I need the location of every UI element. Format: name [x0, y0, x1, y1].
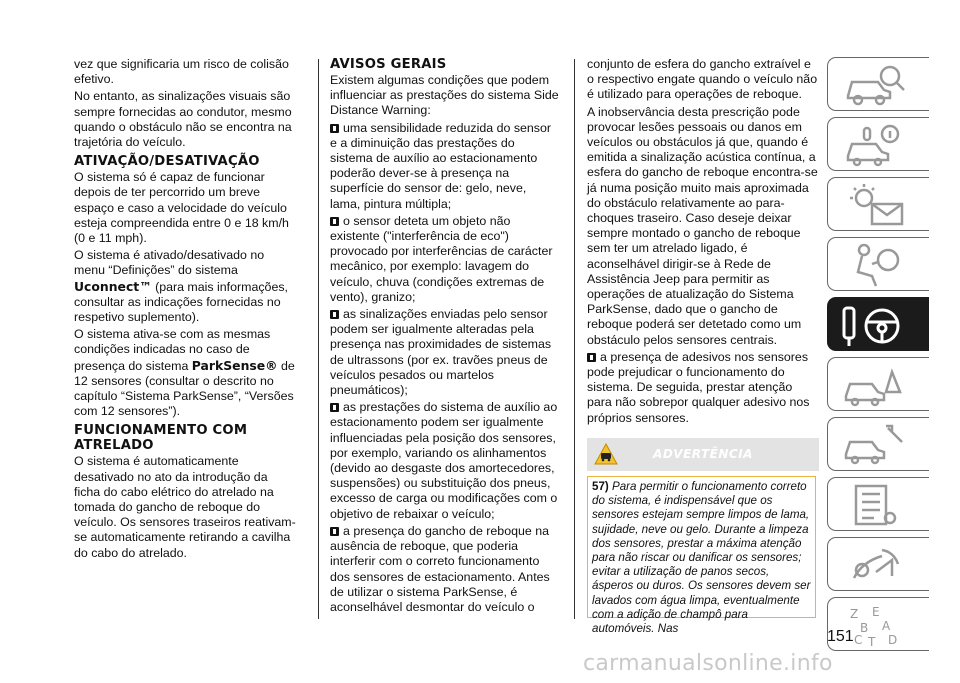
bullet-item — [330, 400, 560, 522]
paragraph: A inobservância desta prescrição pode provocar lesões pessoais ou danos em veículos ou obstáculos já que, quando é emitida a sinalização acústica contínua, a esfera do gancho de reboque encontra-se já numa posição muito mais aproximada do obstáculo relativamente ao para-choques traseiro. Caso deseje deixar sempre montado o gancho de reboque sem ter um atrelado ligado, é aconselhável dirigir-se à Rede de Assistência Jeep para permitir as operações de atualização do Sistema ParkSense, dado que o gancho de reboque poderá ser detetado como um obstáculo pelos sensores centrais. — [587, 104, 818, 347]
column-divider — [574, 59, 575, 619]
paragraph: O sistema é automaticamente desativado no ato da introdução da ficha do cabo elétrico do atrelado na tomada do gancho de reboque do veículo. Os sensores traseiros reativam-se automaticamente retirando a cavilha do cabo do atrelado. — [74, 454, 296, 560]
bullet-item — [330, 214, 560, 305]
bullet-icon — [330, 217, 339, 226]
section-heading-activation: ATIVAÇÃO/DESATIVAÇÃO — [74, 154, 260, 170]
tab-car-search[interactable] — [827, 57, 929, 111]
bullet-item — [587, 350, 819, 426]
svg-text:E: E — [872, 605, 880, 619]
svg-text:C: C — [854, 633, 863, 647]
tab-emergency[interactable] — [827, 357, 929, 411]
text-column-1 — [74, 57, 296, 563]
tab-specifications[interactable] — [827, 477, 929, 531]
svg-text:Z: Z — [850, 607, 859, 621]
paragraph — [74, 327, 296, 419]
paragraph — [74, 248, 296, 325]
bullet-icon — [330, 124, 339, 133]
page-number: 151 — [827, 628, 854, 645]
key-steering-wheel-icon — [842, 302, 912, 348]
bullet-item — [330, 524, 560, 615]
bullet-icon — [330, 310, 339, 319]
svg-text:T: T — [868, 635, 876, 648]
specifications-icon — [842, 482, 912, 528]
car-wrench-icon — [842, 422, 912, 468]
bullet-text: uma sensibilidade reduzida do sensor e a diminuição das prestações do sistema de auxílio ao estacionamento poderão dever-se à presença na superfície do sensor de: gelo, neve, lama, pintura múltipla; — [330, 120, 552, 211]
warning-lights-icon — [842, 182, 912, 228]
warning-text: Para permitir o funcionamento correto do sistema, é indispensável que os sensores estejam sempre limpos de lama, sujidade, neve ou gelo. Durante a limpeza dos sensores, prestar a máxima atenção para não riscar ou danificar os sensores; evitar a utilização de panos secos, ásperos ou duros. Os sensores devem ser lavados com água limpa, eventualmente com a adição de champô para automóveis. Nas — [592, 480, 811, 636]
brand-parksense: ParkSense® — [191, 357, 278, 373]
bullet-icon — [330, 403, 339, 412]
warning-number: 57) — [592, 480, 609, 493]
bullet-text: as sinalizações enviadas pelo sensor podem ser igualmente alteradas pela presença nas proximidades de sistemas de ultrassons (por ex. travões pneus de veículos pesados ou martelos pneumáticos); — [330, 307, 552, 398]
bullet-icon — [330, 527, 339, 536]
paragraph: No entanto, as sinalizações visuais são sempre fornecidas ao condutor, mesmo quando o obstáculo não se encontra na trajetória do veículo. — [74, 89, 292, 150]
text-column-2 — [330, 57, 560, 617]
bullet-text: as prestações do sistema de auxílio ao estacionamento podem ser igualmente influenciadas pela posição dos sensores, por exemplo, variando os alinhamentos (devido ao desgaste dos amortecedores, suspensões) ou substituição dos pneus, excesso de carga ou modificações com o objetivo de rebaixar o veículo; — [330, 400, 558, 521]
text-run: O sistema é ativado/desativado no menu “Definições” do sistema — [74, 248, 265, 278]
footer-watermark[interactable]: carmanualsonline.info — [583, 651, 833, 676]
brand-uconnect: Uconnect™ — [74, 278, 152, 294]
warning-header — [587, 438, 819, 471]
tab-starting-driving[interactable] — [827, 297, 929, 351]
paragraph: conjunto de esfera do gancho extraível e o respectivo engate quando o veículo não é utilizado para operações de reboque. — [587, 57, 818, 102]
svg-text:A: A — [882, 619, 891, 633]
tab-car-key-info[interactable] — [827, 117, 929, 171]
car-search-icon — [842, 62, 912, 108]
airbag-seat-icon — [842, 242, 912, 288]
bullet-text: a presença do gancho de reboque na ausência de reboque, que poderia interferir com o correto funcionamento dos sensores de estacionamento. Antes de utilizar o sistema ParkSense, é aconselhável desmontar do veículo o — [330, 523, 550, 614]
text-run: de 12 sensores (consultar o descrito no capítulo “Sistema ParkSense”, “Versões com 12 sensores”). — [74, 358, 295, 419]
paragraph: Existem algumas condições que podem influenciar as prestações do sistema Side Distance Warning: — [330, 73, 559, 118]
section-heading-warnings: AVISOS GERAIS — [330, 57, 447, 72]
bullet-item — [330, 121, 560, 212]
tab-maintenance[interactable] — [827, 417, 929, 471]
column-divider — [318, 59, 319, 619]
paragraph: vez que significaria um risco de colisão efetivo. — [74, 57, 289, 87]
car-breakdown-icon — [842, 362, 912, 408]
bullet-item — [330, 307, 560, 398]
tab-airbag[interactable] — [827, 237, 929, 291]
svg-text:D: D — [888, 633, 898, 647]
bullet-text: o sensor deteta um objeto não existente ("interferência de eco") provocado por interferências de carácter mecânico, por exemplo: lavagem do veículo, chuva (condições extremas de vento), granizo; — [330, 213, 553, 304]
bullet-icon — [587, 353, 596, 362]
text-run: (para mais informações, consultar as indicações fornecidas no respetivo suplemento). — [74, 279, 288, 325]
svg-text:B: B — [860, 621, 869, 635]
warning-title: ADVERTÊNCIA — [653, 447, 753, 461]
multimedia-icon — [842, 542, 912, 588]
text-column-3 — [587, 57, 819, 428]
warning-box — [587, 476, 816, 636]
bullet-text: a presença de adesivos nos sensores pode prejudicar o funcionamento do sistema. De seguida, prestar atenção para não sobrepor qualquer adesivo nos próprios sensores. — [587, 349, 810, 425]
section-heading-trailer: FUNCIONAMENTO COM ATRELADO — [74, 423, 248, 454]
text-run: O sistema ativa-se com as mesmas condições indicadas no caso de presença do sistema — [74, 327, 271, 373]
tab-multimedia[interactable] — [827, 537, 929, 591]
tab-warning-lights[interactable] — [827, 177, 929, 231]
car-key-info-icon — [842, 122, 912, 168]
paragraph: O sistema só é capaz de funcionar depois de ter percorrido um breve espaço e caso a velocidade do veículo esteja compreendida entre 0 e 18 km/h (0 e 11 mph). — [74, 170, 289, 246]
